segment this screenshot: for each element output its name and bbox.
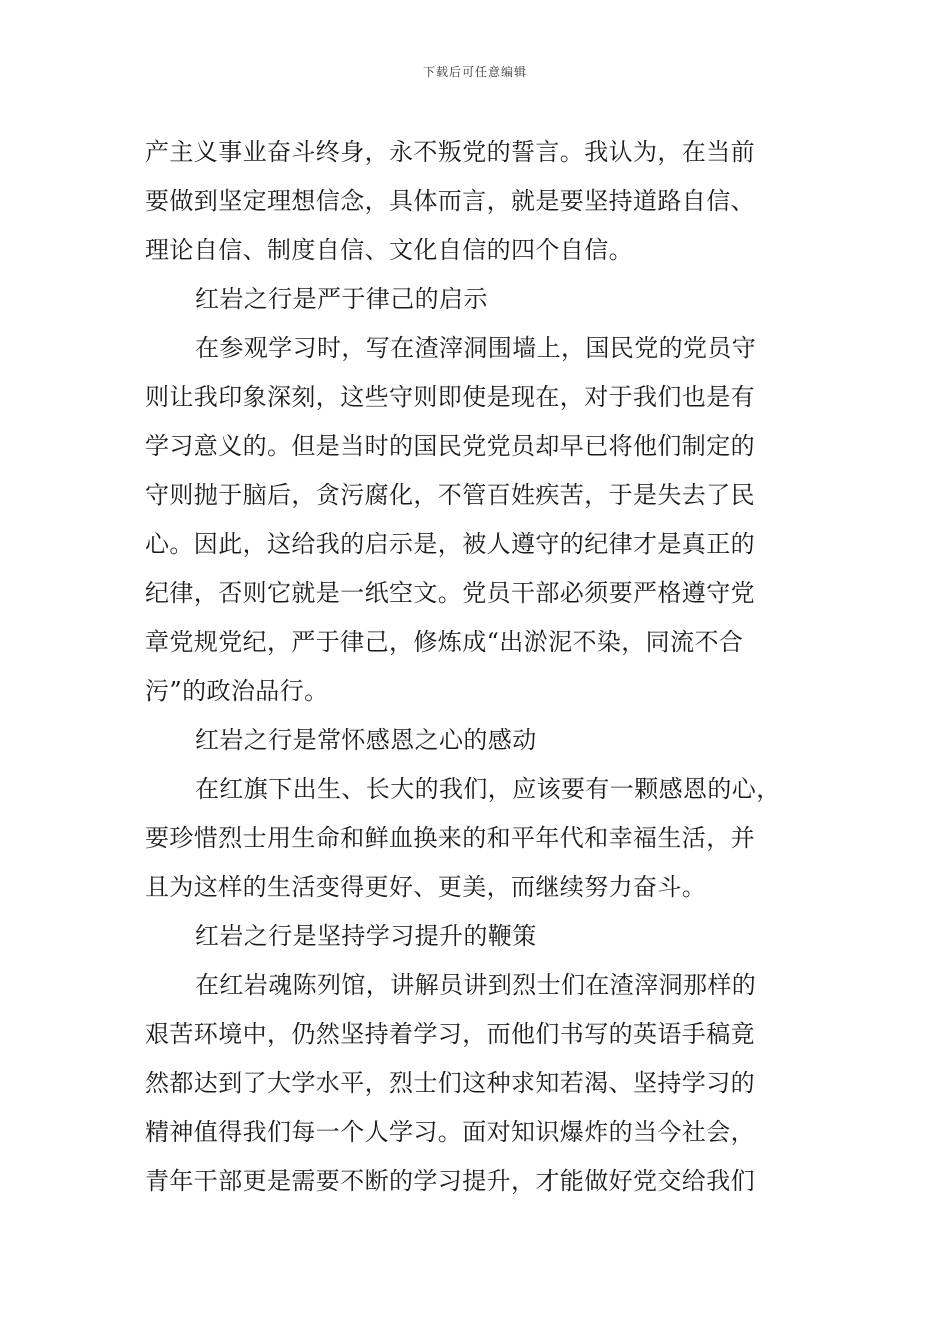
section-heading: 红岩之行是常怀感恩之心的感动 (195, 726, 537, 754)
text-line: 产主义事业奋斗终身，永不叛党的誓言。我认为，在当前 (145, 138, 755, 166)
text-line: 学习意义的。但是当时的国民党党员却早已将他们制定的 (145, 432, 755, 460)
text-line: 守则抛于脑后，贪污腐化，不管百姓疾苦，于是失去了民 (145, 481, 755, 509)
text-line: 章党规党纪，严于律己，修炼成“出淤泥不染，同流不合 (145, 628, 744, 656)
text-line: 然都达到了大学水平，烈士们这种求知若渴、坚持学习的 (145, 1069, 755, 1097)
section-heading: 红岩之行是严于律己的启示 (195, 285, 488, 313)
paragraph-first-line: 在红旗下出生、长大的我们，应该要有一颗感恩的心， (195, 775, 781, 803)
text-line: 且为这样的生活变得更好、更美，而继续努力奋斗。 (145, 873, 707, 901)
text-line: 理论自信、制度自信、文化自信的四个自信。 (145, 236, 633, 264)
text-line: 纪律，否则它就是一纸空文。党员干部必须要严格遵守党 (145, 579, 755, 607)
page-header: 下载后可任意编辑 (422, 65, 527, 79)
section-heading: 红岩之行是坚持学习提升的鞭策 (195, 922, 537, 950)
text-line: 则让我印象深刻，这些守则即使是现在，对于我们也是有 (145, 383, 755, 411)
paragraph-first-line: 在参观学习时，写在渣滓洞围墙上，国民党的党员守 (195, 334, 757, 362)
text-line: 精神值得我们每一个人学习。面对知识爆炸的当今社会， (145, 1118, 755, 1146)
text-line: 艰苦环境中，仍然坚持着学习，而他们书写的英语手稿竟 (145, 1020, 755, 1048)
paragraph-first-line: 在红岩魂陈列馆，讲解员讲到烈士们在渣滓洞那样的 (195, 971, 757, 999)
text-line: 要珍惜烈士用生命和鲜血换来的和平年代和幸福生活，并 (145, 824, 755, 852)
text-line: 要做到坚定理想信念，具体而言，就是要坚持道路自信、 (145, 187, 755, 215)
text-line: 青年干部更是需要不断的学习提升，才能做好党交给我们 (145, 1167, 755, 1195)
text-line: 污”的政治品行。 (145, 677, 329, 705)
text-line: 心。因此，这给我的启示是，被人遵守的纪律才是真正的 (145, 530, 755, 558)
document-body (145, 128, 810, 1206)
